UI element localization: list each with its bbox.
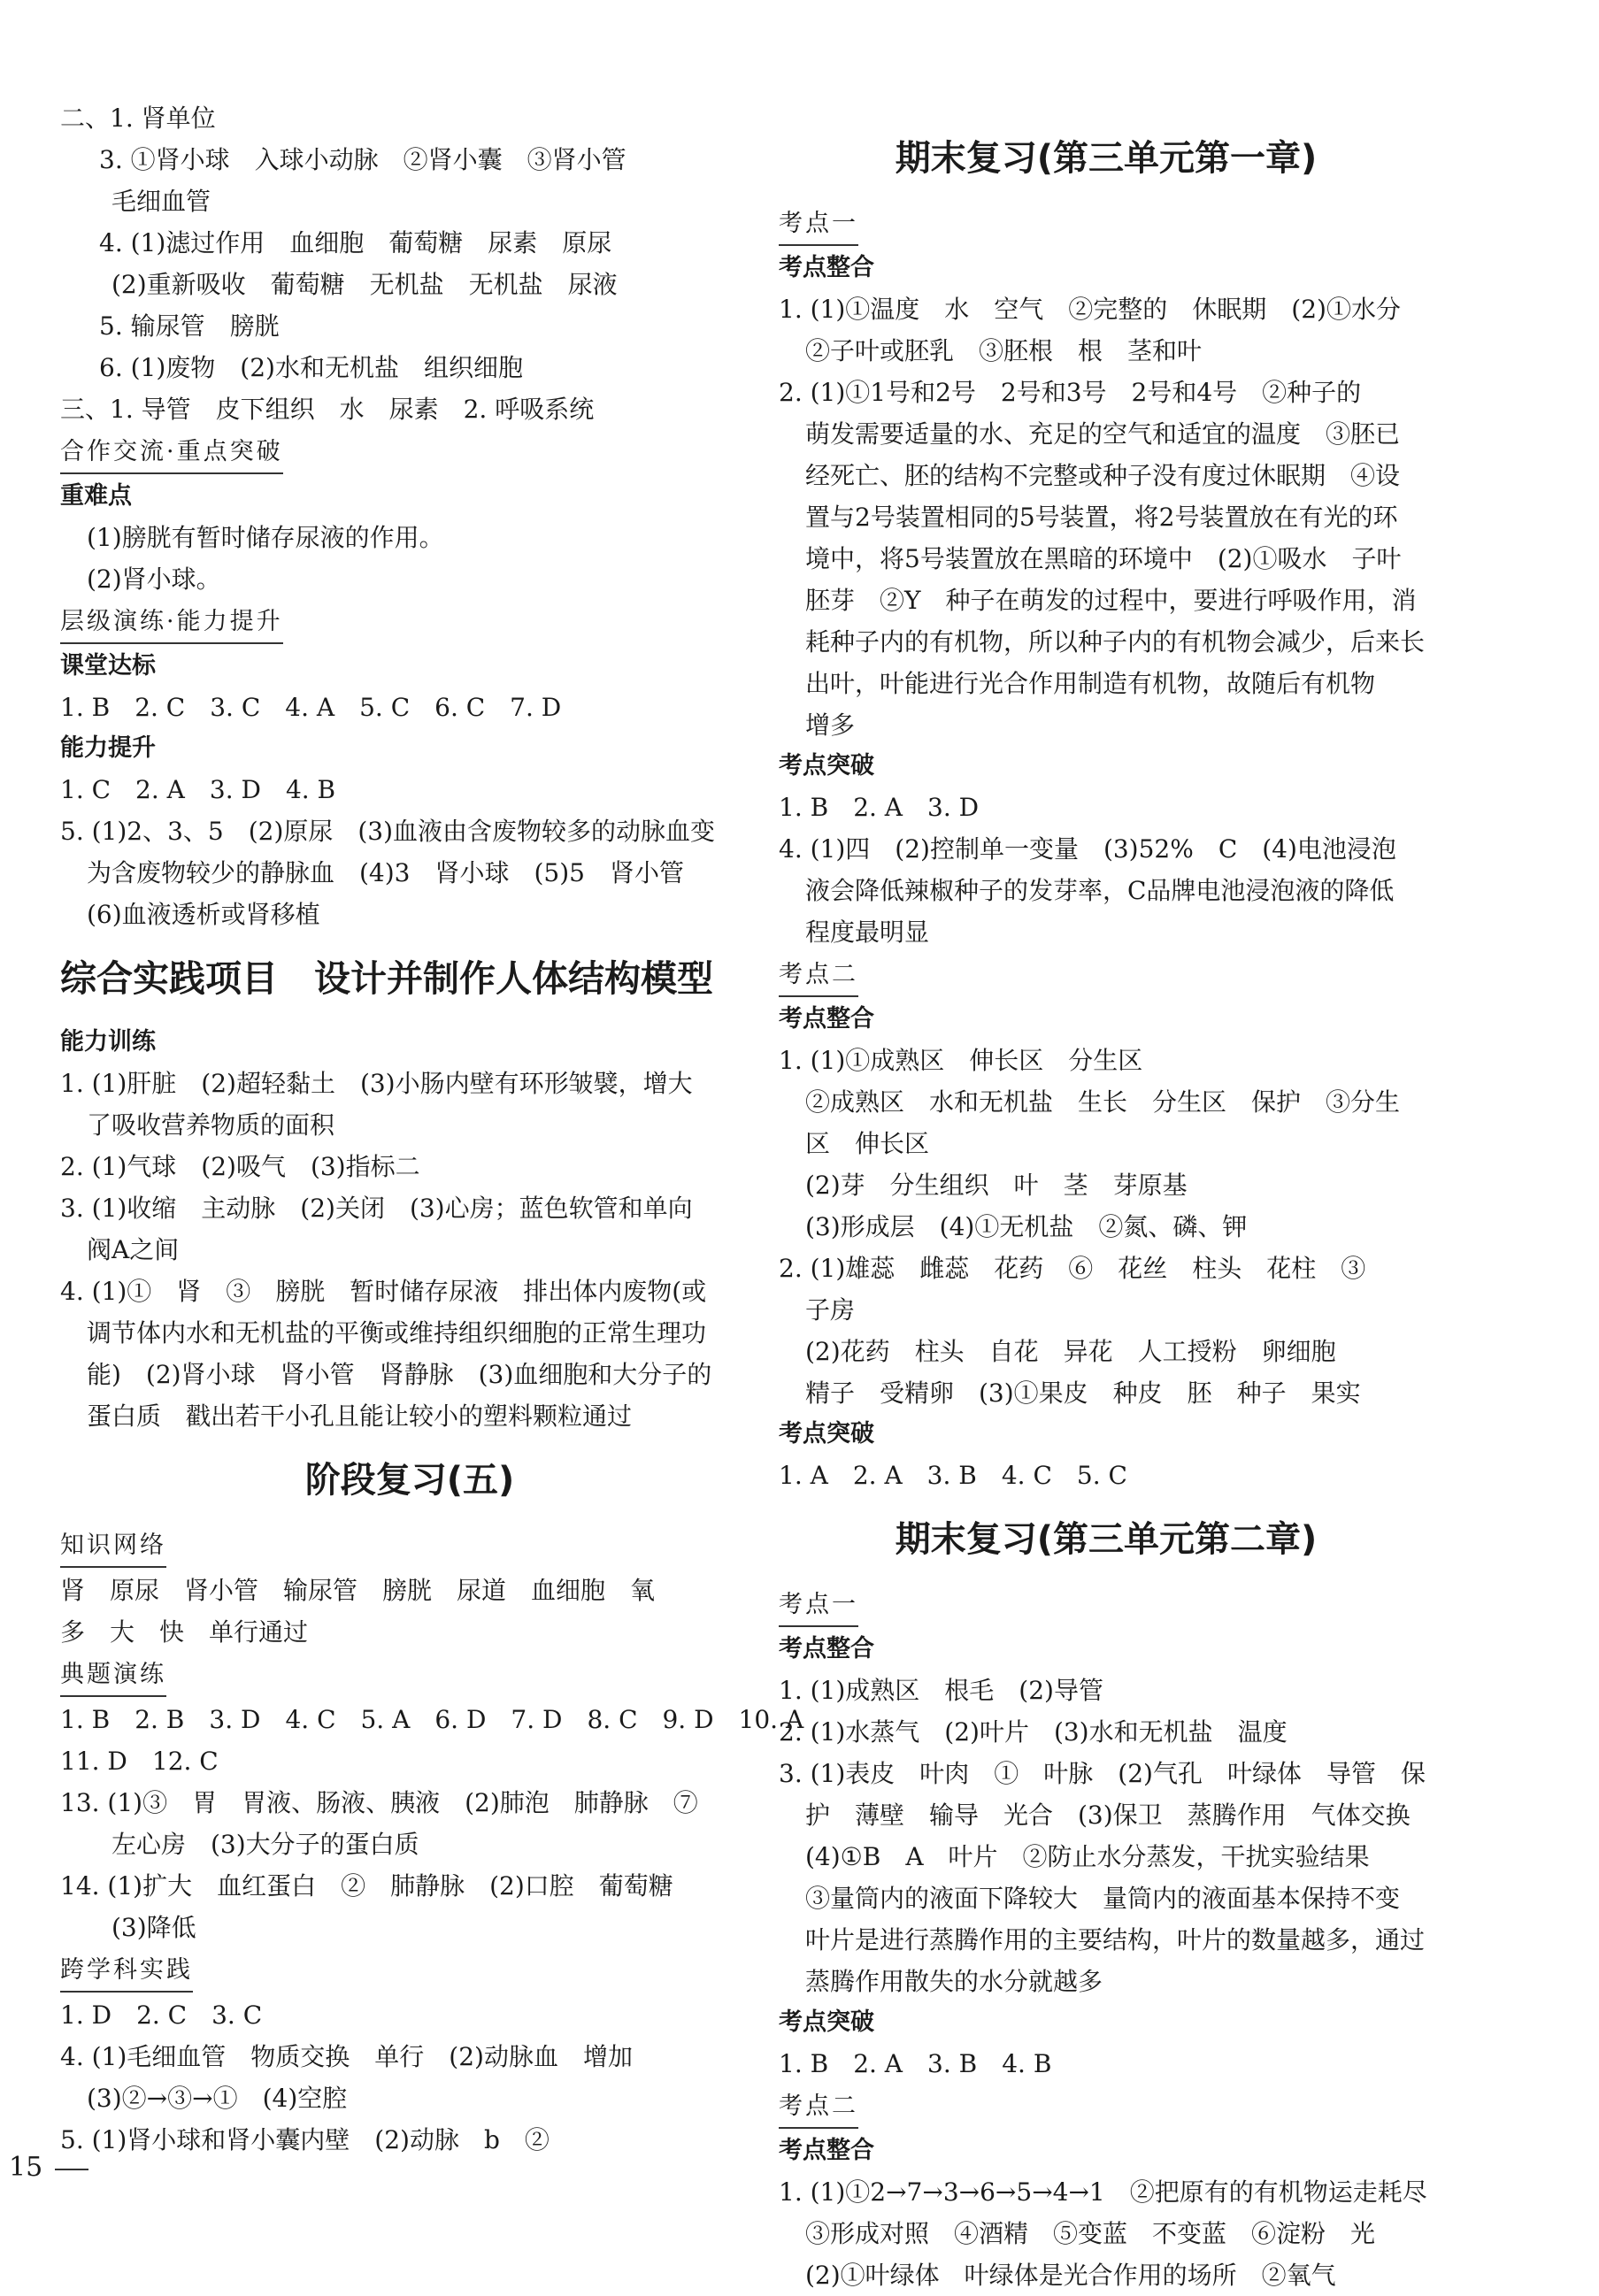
answer-line: 程度最明显 [805, 918, 930, 947]
answer-line: 阀A之间 [87, 1235, 180, 1264]
answer-line: 6. (1)废物 (2)水和无机盐 组织细胞 [99, 353, 523, 382]
answer-line: 1. (1)肝脏 (2)超轻黏土 (3)小肠内壁有环形皱襞，增大 [60, 1069, 693, 1098]
answer-line: 叶片是进行蒸腾作用的主要结构，叶片的数量越多，通过 [805, 1925, 1426, 1954]
section-heading: 考点突破 [779, 1420, 874, 1447]
answer-line: 1. B 2. B 3. D 4. C 5. A 6. D 7. D 8. C 9. D 10. A [60, 1705, 804, 1734]
answer-line: 3. (1)收缩 主动脉 (2)关闭 (3)心房；蓝色软管和单向 [60, 1194, 693, 1223]
answer-line: 肾 原尿 肾小管 输尿管 膀胱 尿道 血细胞 氧 [60, 1576, 656, 1605]
answer-line: 3. (1)表皮 叶肉 ① 叶脉 (2)气孔 叶绿体 导管 保 [779, 1759, 1426, 1788]
answer-line: 1. D 2. C 3. C [60, 2000, 263, 2030]
answer-line: 液会降低辣椒种子的发芽率，C品牌电池浸泡液的降低 [805, 876, 1395, 905]
section-banner: 考点二 [779, 955, 858, 997]
answer-line: 蛋白质 戳出若干小孔且能让较小的塑料颗粒通过 [87, 1401, 633, 1431]
answer-line: ③形成对照 ④酒精 ⑤变蓝 不变蓝 ⑥淀粉 光 [805, 2219, 1376, 2248]
answer-line: 4. (1)滤过作用 血细胞 葡萄糖 尿素 原尿 [99, 228, 612, 257]
answer-line: (6)血液透析或肾移植 [87, 900, 320, 929]
answer-line: (2)花药 柱头 自花 异花 人工授粉 卵细胞 [805, 1337, 1336, 1366]
section-heading: 考点突破 [779, 752, 874, 779]
answer-line: 增多 [805, 710, 856, 740]
answer-line: 2. (1)雄蕊 雌蕊 花药 ⑥ 花丝 柱头 花柱 ③ [779, 1254, 1366, 1283]
answer-line: 精子 受精卵 (3)①果皮 种皮 胚 种子 果实 [805, 1378, 1361, 1408]
answer-line: 调节体内水和无机盐的平衡或维持组织细胞的正常生理功 [87, 1318, 707, 1348]
answer-line: (3)形成层 (4)①无机盐 ②氮、磷、钾 [805, 1212, 1248, 1241]
answer-line: 1. B 2. C 3. C 4. A 5. C 6. C 7. D [60, 693, 562, 722]
answer-line: 1. B 2. A 3. D [779, 793, 980, 822]
answer-line: 蒸腾作用散失的水分就越多 [805, 1967, 1103, 1996]
answer-line: 左心房 (3)大分子的蛋白质 [111, 1830, 419, 1859]
answer-line: 出叶，叶能进行光合作用制造有机物，故随后有机物 [805, 669, 1376, 698]
answer-line: 1. (1)①2→7→3→6→5→4→1 ②把原有的有机物运走耗尽 [779, 2177, 1427, 2207]
answer-line: (2)重新吸收 葡萄糖 无机盐 无机盐 尿液 [111, 270, 618, 299]
answer-line: 子房 [805, 1295, 856, 1325]
section-banner: 典题演练 [60, 1655, 166, 1697]
answer-line: 境中，将5号装置放在黑暗的环境中 (2)①吸水 子叶 [805, 544, 1402, 573]
page-number-rule [55, 2169, 88, 2170]
answer-line: ③量筒内的液面下降较大 量筒内的液面基本保持不变 [805, 1884, 1401, 1913]
answer-line: 了吸收营养物质的面积 [87, 1110, 335, 1140]
answer-line: 置与2号装置相同的5号装置，将2号装置放在有光的环 [805, 503, 1398, 532]
section-heading: 课堂达标 [60, 652, 156, 680]
answer-line: 三、1. 导管 皮下组织 水 尿素 2. 呼吸系统 [60, 395, 595, 424]
chapter-title: 阶段复习(五) [304, 1460, 515, 1501]
answer-line: 胚芽 ②Y 种子在萌发的过程中，要进行呼吸作用，消 [805, 586, 1417, 615]
chapter-title: 期末复习(第三单元第二章) [895, 1519, 1318, 1560]
answer-line: 1. B 2. A 3. B 4. B [779, 2049, 1052, 2078]
answer-line: ②子叶或胚乳 ③胚根 根 茎和叶 [805, 336, 1203, 365]
section-banner: 层级演练·能力提升 [60, 602, 283, 644]
answer-line: 1. (1)成熟区 根毛 (2)导管 [779, 1676, 1103, 1705]
answer-line: 4. (1)四 (2)控制单一变量 (3)52% C (4)电池浸泡 [779, 834, 1396, 864]
answer-line: 耗种子内的有机物，所以种子内的有机物会减少，后来长 [805, 627, 1426, 657]
answer-line: 二、1. 肾单位 [60, 104, 216, 133]
answer-line: 14. (1)扩大 血红蛋白 ② 肺静脉 (2)口腔 葡萄糖 [60, 1871, 673, 1901]
answer-line: (4)①B A 叶片 ②防止水分蒸发，干扰实验结果 [805, 1842, 1370, 1871]
answer-line: 2. (1)①1号和2号 2号和3号 2号和4号 ②种子的 [779, 378, 1362, 407]
answer-line: (1)膀胱有暂时储存尿液的作用。 [87, 523, 444, 552]
section-heading: 重难点 [60, 482, 132, 510]
left-column [60, 97, 804, 2161]
answer-line: ②成熟区 水和无机盐 生长 分生区 保护 ③分生 [805, 1087, 1401, 1117]
section-heading: 考点整合 [779, 254, 874, 281]
answer-line: 区 伸长区 [805, 1129, 930, 1158]
answer-line: 经死亡、胚的结构不完整或种子没有度过休眠期 ④设 [805, 461, 1401, 490]
answer-line: 1. A 2. A 3. B 4. C 5. C [779, 1461, 1127, 1490]
section-heading: 考点整合 [779, 1635, 874, 1662]
answer-line: 1. (1)①温度 水 空气 ②完整的 休眠期 (2)①水分 [779, 295, 1401, 324]
answer-line: 11. D 12. C [60, 1747, 219, 1776]
answer-line: (3)降低 [111, 1913, 196, 1942]
answer-line: 2. (1)水蒸气 (2)叶片 (3)水和无机盐 温度 [779, 1717, 1288, 1747]
answer-line: (2)①叶绿体 叶绿体是光合作用的场所 ②氧气 [805, 2261, 1336, 2290]
section-banner: 合作交流·重点突破 [60, 432, 283, 474]
chapter-title: 综合实践项目 设计并制作人体结构模型 [60, 957, 713, 1000]
answer-line: 多 大 快 单行通过 [60, 1617, 309, 1647]
section-banner: 考点二 [779, 2086, 858, 2129]
answer-line: 为含废物较少的静脉血 (4)3 肾小球 (5)5 肾小管 [87, 858, 684, 887]
section-banner: 考点一 [779, 1585, 858, 1627]
right-column [779, 115, 1434, 2296]
chapter-title: 期末复习(第三单元第一章) [895, 138, 1318, 179]
section-heading: 能力提升 [60, 734, 156, 762]
answer-line: (3)②→③→① (4)空腔 [87, 2084, 348, 2113]
answer-line: 5. 输尿管 膀胱 [99, 311, 280, 341]
answer-line: 护 薄壁 输导 光合 (3)保卫 蒸腾作用 气体交换 [805, 1801, 1411, 1830]
section-heading: 考点整合 [779, 2137, 874, 2164]
section-banner: 考点一 [779, 203, 858, 246]
answer-line: 能) (2)肾小球 肾小管 肾静脉 (3)血细胞和大分子的 [87, 1360, 712, 1389]
section-banner: 知识网络 [60, 1525, 166, 1568]
answer-line: 5. (1)肾小球和肾小囊内壁 (2)动脉 b ② [60, 2125, 550, 2154]
answer-line: (2)芽 分生组织 叶 茎 芽原基 [805, 1171, 1188, 1200]
answer-line: 萌发需要适量的水、充足的空气和适宜的温度 ③胚已 [805, 419, 1401, 449]
section-banner: 跨学科实践 [60, 1950, 193, 1993]
answer-line: 13. (1)③ 胃 胃液、肠液、胰液 (2)肺泡 肺静脉 ⑦ [60, 1788, 698, 1817]
section-heading: 考点整合 [779, 1005, 874, 1033]
page-number: 15 [9, 2152, 43, 2183]
answer-line: (2)肾小球。 [87, 564, 221, 594]
answer-line: 1. C 2. A 3. D 4. B [60, 775, 336, 804]
answer-line: 1. (1)①成熟区 伸长区 分生区 [779, 1046, 1143, 1075]
answer-line: 3. ①肾小球 入球小动脉 ②肾小囊 ③肾小管 [99, 145, 627, 174]
answer-line: 5. (1)2、3、5 (2)原尿 (3)血液由含废物较多的动脉血变 [60, 817, 716, 846]
answer-line: 2. (1)气球 (2)吸气 (3)指标二 [60, 1152, 420, 1181]
answer-line: 毛细血管 [111, 187, 211, 216]
section-heading: 考点突破 [779, 2008, 874, 2036]
section-heading: 能力训练 [60, 1028, 156, 1056]
answer-line: 4. (1)毛细血管 物质交换 单行 (2)动脉血 增加 [60, 2042, 633, 2071]
answer-line: 4. (1)① 肾 ③ 膀胱 暂时储存尿液 排出体内废物(或 [60, 1277, 707, 1306]
